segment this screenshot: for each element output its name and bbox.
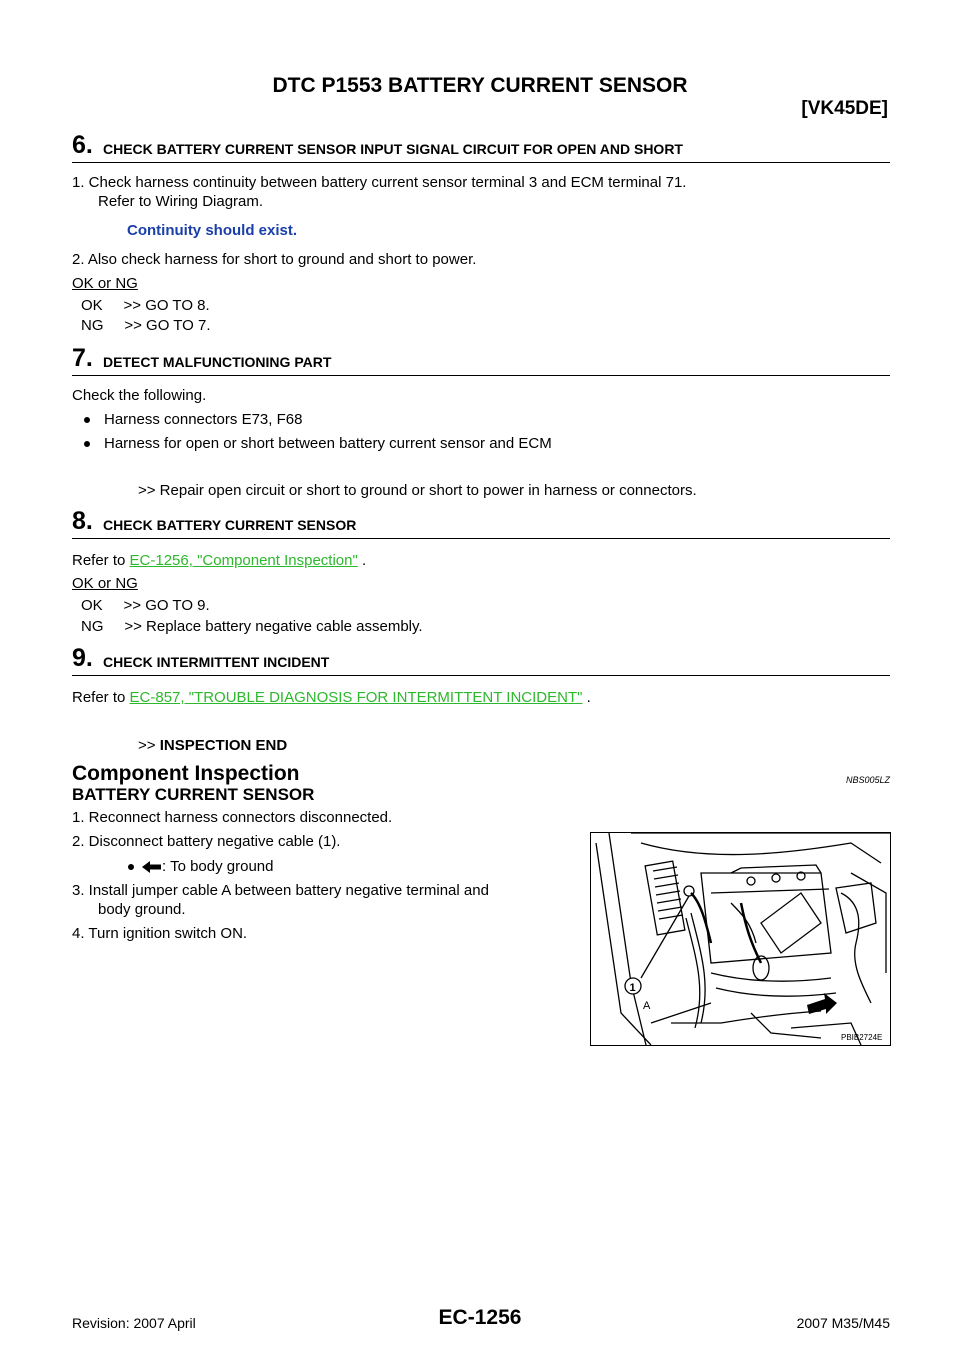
- section-code: NBS005LZ: [845, 775, 890, 785]
- step-number: 8.: [72, 507, 93, 535]
- page-number: EC-1256: [438, 1306, 522, 1329]
- step-6-instruction-1: 1. Check harness continuity between battery current sensor terminal 3 and ECM terminal 71.: [72, 174, 687, 191]
- procedure-step-1: 1. Reconnect harness connectors disconnected.: [72, 809, 393, 826]
- end-prefix: >>: [138, 737, 160, 754]
- end-text: INSPECTION END: [159, 737, 288, 754]
- step-title: DETECT MALFUNCTIONING PART: [103, 354, 332, 370]
- procedure-step-4: 4. Turn ignition switch ON.: [72, 925, 248, 942]
- step-7-intro: Check the following.: [72, 387, 207, 404]
- list-item-text: Harness connectors E73, F68: [104, 411, 303, 428]
- step-8-heading: [72, 507, 890, 539]
- bullet-icon: [84, 441, 90, 447]
- bullet-icon: [84, 417, 90, 423]
- ok-result: OK >> GO TO 8.: [81, 297, 210, 314]
- step-9-heading: [72, 644, 890, 676]
- inspection-end: [138, 737, 287, 754]
- step-8-refer: [72, 552, 366, 569]
- callout-1: 1: [629, 982, 636, 994]
- step-9-refer: [72, 689, 591, 706]
- procedure-step-3-cont: body ground.: [98, 901, 186, 918]
- procedure-step-2: 2. Disconnect battery negative cable (1).: [72, 833, 341, 850]
- list-item-text: Harness for open or short between battery current sensor and ECM: [104, 435, 552, 452]
- list-item: [84, 411, 302, 428]
- step-6-instruction-1b: Refer to Wiring Diagram.: [98, 193, 264, 210]
- model-name: 2007 M35/M45: [796, 1315, 890, 1331]
- component-inspection-link[interactable]: EC-1256, "Component Inspection": [129, 552, 358, 569]
- list-item: [84, 435, 552, 452]
- continuity-note: Continuity should exist.: [127, 222, 298, 239]
- arrow-legend: [128, 858, 273, 875]
- step-title: CHECK INTERMITTENT INCIDENT: [103, 654, 330, 670]
- ng-result: NG >> Replace battery negative cable assembly.: [81, 618, 423, 635]
- intermittent-incident-link[interactable]: EC-857, "TROUBLE DIAGNOSIS FOR INTERMITTENT INCIDENT": [129, 689, 583, 706]
- ng-result: NG >> GO TO 7.: [81, 317, 211, 334]
- refer-text: Refer to: [72, 689, 130, 706]
- bullet-icon: [128, 864, 134, 870]
- revision-date: Revision: 2007 April: [72, 1315, 196, 1331]
- page-title: DTC P1553 BATTERY CURRENT SENSOR: [272, 74, 688, 97]
- callout-a: A: [643, 1000, 651, 1012]
- step-number: 9.: [72, 644, 93, 672]
- refer-text: Refer to: [72, 552, 130, 569]
- engine-bay-drawing: [591, 833, 890, 1045]
- arrow-legend-text: : To body ground: [162, 858, 274, 875]
- step-number: 6.: [72, 131, 93, 159]
- step-title: CHECK BATTERY CURRENT SENSOR: [103, 517, 357, 533]
- ok-or-ng-label: OK or NG: [72, 575, 138, 592]
- step-6-heading: [72, 131, 890, 163]
- step-number: 7.: [72, 344, 93, 372]
- ok-result: OK >> GO TO 9.: [81, 597, 210, 614]
- component-subtitle: BATTERY CURRENT SENSOR: [72, 785, 315, 804]
- battery-illustration: [590, 832, 891, 1046]
- refer-suffix: .: [582, 689, 591, 706]
- arrow-left-icon: [142, 861, 162, 873]
- figure-id: PBIB2724E: [841, 1033, 883, 1042]
- ok-or-ng-label: OK or NG: [72, 275, 138, 292]
- step-title: CHECK BATTERY CURRENT SENSOR INPUT SIGNAL CIRCUIT FOR OPEN AND SHORT: [103, 141, 683, 157]
- component-inspection-title: Component Inspection: [72, 762, 300, 785]
- engine-code: [VK45DE]: [801, 98, 888, 119]
- step-6-instruction-2: 2. Also check harness for short to ground and short to power.: [72, 251, 477, 268]
- refer-suffix: .: [357, 552, 367, 569]
- procedure-step-3: 3. Install jumper cable A between battery negative terminal and: [72, 882, 489, 899]
- step-7-heading: [72, 344, 890, 376]
- step-7-action: >> Repair open circuit or short to ground or short to power in harness or connectors.: [138, 482, 697, 499]
